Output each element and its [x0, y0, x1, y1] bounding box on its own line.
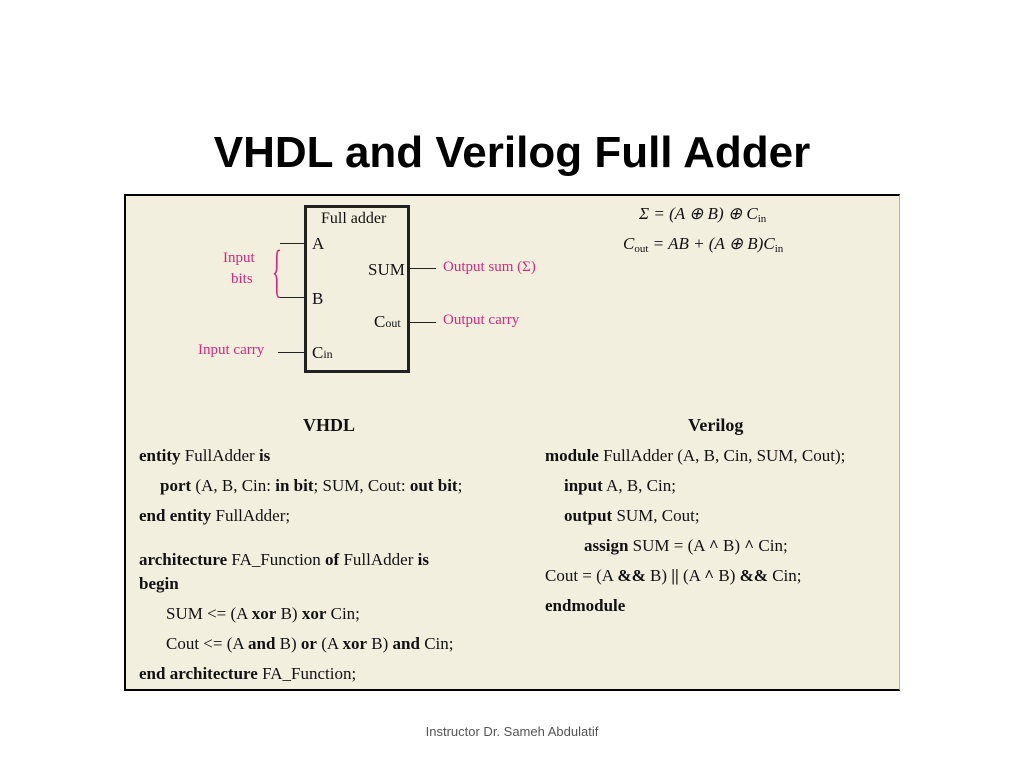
figure-panel	[124, 194, 900, 691]
vhdl-line-6: SUM <= (A xor B) xor Cin;	[166, 604, 360, 623]
verilog-line-3: output SUM, Cout;	[564, 506, 700, 525]
slide-footer: Instructor Dr. Sameh Abdulatif	[425, 724, 599, 739]
input-a-line	[280, 243, 304, 244]
slide-title: VHDL and Verilog Full Adder	[213, 128, 811, 177]
input-bits-label: Input bits	[223, 250, 255, 287]
pin-a-label: A	[312, 234, 325, 253]
verilog-heading: Verilog	[688, 415, 744, 435]
cout-equation: $C_{out}$ = AB + (A ⊕ $B)C_{in}$	[623, 234, 784, 255]
vhdl-line-3: end entity FullAdder;	[139, 506, 291, 525]
vhdl-line-2: port (A, B, Cin: in bit; SUM, Cout: out bit;	[160, 476, 463, 495]
output-cout-line	[410, 322, 436, 323]
output-sum-line	[410, 268, 436, 269]
input-carry-label: Input carry	[198, 342, 265, 358]
verilog-line-4: assign SUM = (A ^ B) ^ Cin;	[584, 536, 788, 555]
vhdl-line-1: entity FullAdder is	[139, 446, 271, 465]
pin-b-label: B	[312, 289, 324, 308]
vhdl-line-5: begin	[139, 574, 179, 593]
output-carry-label: Output carry	[443, 312, 520, 328]
vhdl-line-8: end architecture FA_Function;	[139, 664, 357, 683]
pin-sum-label: SUM	[368, 260, 405, 279]
vhdl-heading: VHDL	[303, 415, 356, 435]
vhdl-line-4: architecture FA_Function of FullAdder is	[139, 550, 429, 569]
pin-cin-label: Cin	[312, 343, 333, 362]
verilog-line-5: Cout = (A && B) || (A ^ B) && Cin;	[545, 566, 802, 585]
verilog-line-6: endmodule	[545, 596, 626, 615]
input-cin-line	[278, 352, 304, 353]
block-title: Full adder	[321, 210, 387, 227]
output-sum-label: Output sum (Σ)	[443, 259, 536, 275]
vhdl-line-7: Cout <= (A and B) or (A xor B) and Cin;	[166, 634, 454, 653]
sum-equation: Σ = (A ⊕ B) ⊕ $C_{in}$	[639, 204, 767, 225]
verilog-line-1: module FullAdder (A, B, Cin, SUM, Cout);	[545, 446, 846, 465]
verilog-line-2: input A, B, Cin;	[564, 476, 676, 495]
input-bits-brace: {	[272, 238, 282, 303]
input-b-line	[280, 297, 304, 298]
pin-cout-label: Cout	[374, 312, 401, 331]
